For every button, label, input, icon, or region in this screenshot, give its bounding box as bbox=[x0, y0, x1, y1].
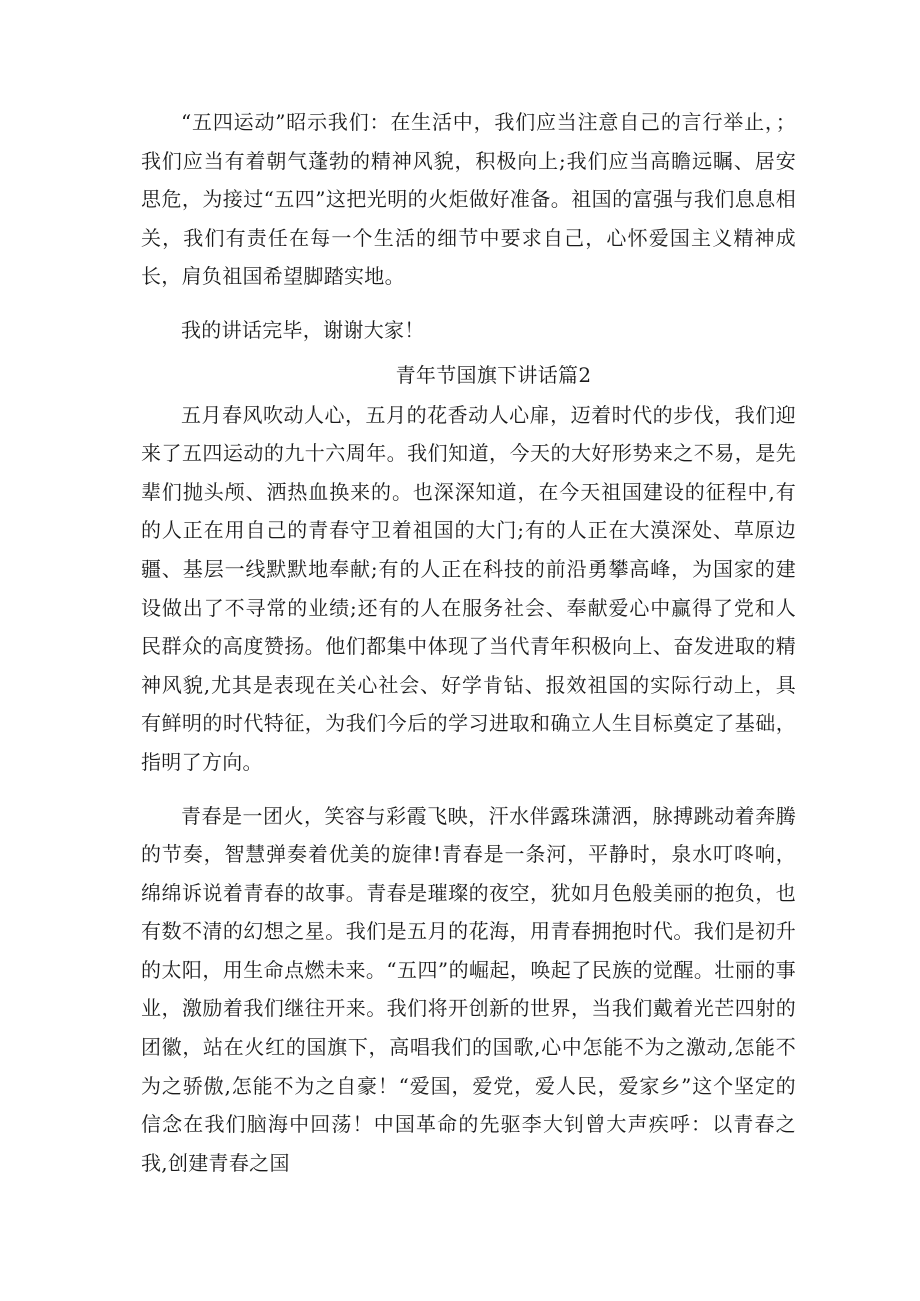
section-heading: 青年节国旗下讲话篇2 bbox=[395, 362, 592, 387]
paragraph-youth-is-fire: 青春是一团火，笑容与彩霞飞映，汗水伴露珠潇洒，脉搏跳动着奔腾的节奏，智慧弹奏着优美的旋律!青春是一条河，平静时，泉水叮咚响，绵绵诉说着青春的故事。青春是璀璨的夜空，犹如月色般美丽的抱负，也有数不清的幻想之星。我们是五月的花海，用青春拥抱时代。我们是初升的太阳，用生命点燃未来。“五四”的崛起，唤起了民族的觉醒。壮丽的事业，激励着我们继往开来。我们将开创新的世界，当我们戴着光芒四射的团徽，站在火红的国旗下，高唱我们的国歌,心中怎能不为之激动,怎能不为之骄傲,怎能不为之自豪！“爱国，爱党，爱人民，爱家乡”这个坚定的信念在我们脑海中回荡！中国革命的先驱李大钊曾大声疾呼：以青春之我,创建青春之国 bbox=[141, 803, 796, 1175]
paragraph-may-spring-wind: 五月春风吹动人心，五月的花香动人心扉，迈着时代的步伐，我们迎来了五四运动的九十六周年。我们知道，今天的大好形势来之不易，是先辈们抛头颅、洒热血换来的。也深深知道，在今天祖国建设的征程中,有的人正在用自己的青春守卫着祖国的大门;有的人正在大漠深处、草原边疆、基层一线默默地奉献;有的人正在科技的前沿勇攀高峰，为国家的建设做出了不寻常的业绩;还有的人在服务社会、奉献爱心中赢得了党和人民群众的高度赞扬。他们都集中体现了当代青年积极向上、奋发进取的精神风貌,尤其是表现在关心社会、好学肯钻、报效祖国的实际行动上，具有鲜明的时代特征，为我们今后的学习进取和确立人生目标奠定了基础，指明了方向。 bbox=[141, 402, 796, 774]
paragraph-closing-remark: 我的讲话完毕，谢谢大家！ bbox=[181, 317, 425, 342]
paragraph-may-fourth-lesson: “五四运动”昭示我们：在生活中，我们应当注意自己的言行举止，；我们应当有着朝气蓬勃的精神风貌，积极向上;我们应当高瞻远瞩、居安思危，为接过“五四”这把光明的火炬做好准备。祖国的富强与我们息息相关，我们有责任在每一个生活的细节中要求自己，心怀爱国主义精神成长，肩负祖国希望脚踏实地。 bbox=[141, 110, 796, 289]
document-body bbox=[141, 103, 796, 1197]
